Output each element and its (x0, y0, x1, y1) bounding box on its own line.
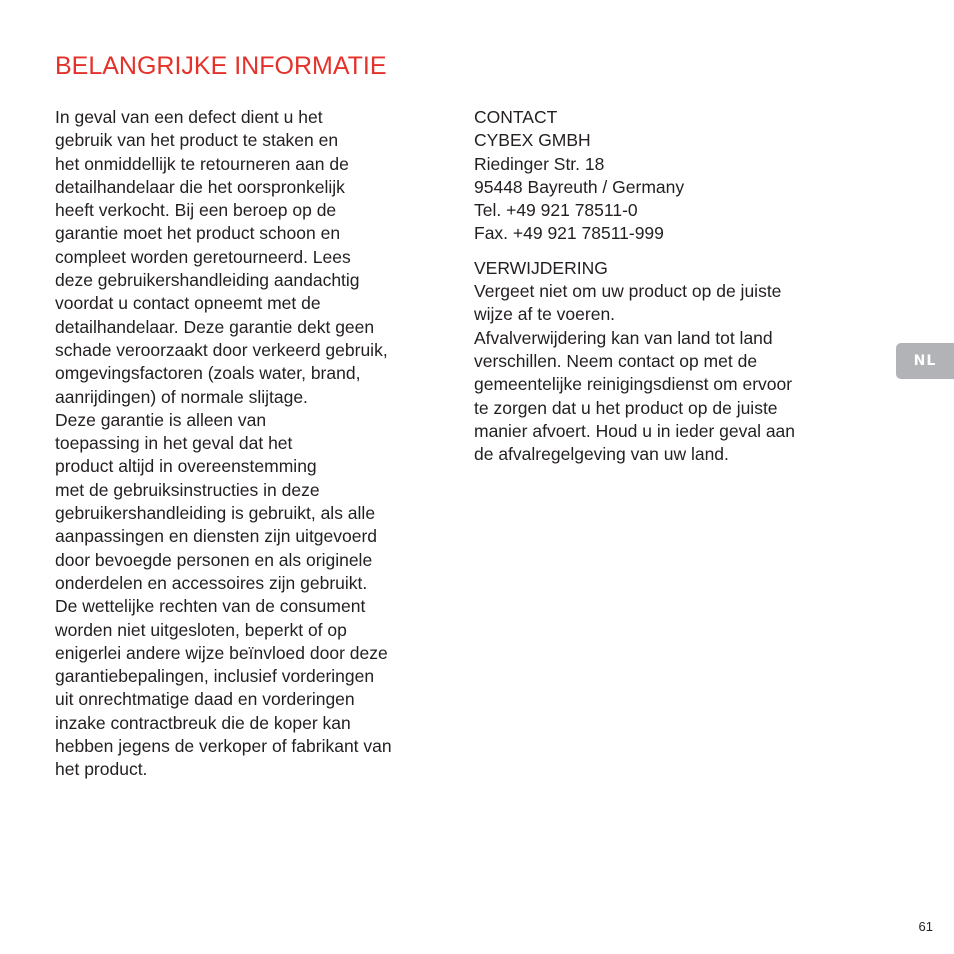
text-line: te zorgen dat u het product op de juiste (474, 397, 778, 418)
warranty-paragraph (55, 106, 450, 782)
warranty-text (55, 106, 450, 782)
text-line: gemeentelijke reinigingsdienst om ervoor (474, 374, 793, 395)
text-line: detailhandelaar. Deze garantie dekt geen (55, 316, 375, 337)
text-line: verschillen. Neem contact op met de (474, 350, 758, 371)
text-line: De wettelijke rechten van de consument (55, 596, 366, 617)
fax-number: Fax. +49 921 78511-999 (474, 223, 664, 244)
text-line: gebruikershandleiding is gebruikt, als alle (55, 503, 376, 524)
text-line: onderdelen en accessoires zijn gebruikt. (55, 572, 368, 593)
text-line: door bevoegde personen en als originele (55, 549, 373, 570)
text-line: Deze garantie is alleen van (55, 409, 267, 430)
page-number: 61 (918, 919, 933, 934)
contact-heading: CONTACT (474, 107, 558, 127)
street-address: Riedinger Str. 18 (474, 153, 605, 174)
text-line: inzake contractbreuk die de koper kan (55, 712, 351, 733)
text-line: uit onrechtmatige daad en vorderingen (55, 689, 355, 710)
text-line: schade veroorzaakt door verkeerd gebruik, (55, 339, 388, 360)
text-line: worden niet uitgesloten, beperkt of op (55, 619, 347, 640)
text-line: het product. (55, 759, 148, 780)
text-line: het onmiddellijk te retourneren aan de (55, 153, 349, 174)
text-line: hebben jegens de verkoper of fabrikant van (55, 736, 392, 757)
text-line: heeft verkocht. Bij een beroep op de (55, 200, 337, 221)
text-line: gebruik van het product te staken en (55, 130, 339, 151)
text-line: In geval van een defect dient u het (55, 107, 323, 127)
text-line: aanrijdingen) of normale slijtage. (55, 386, 308, 407)
text-line: enigerlei andere wijze beïnvloed door deze (55, 642, 388, 663)
text-line: deze gebruikershandleiding aandachtig (55, 270, 360, 291)
page-title: BELANGRIJKE INFORMATIE (55, 52, 387, 80)
text-line: manier afvoert. Houd u in ieder geval aan (474, 420, 796, 441)
text-line: Afvalverwijdering kan van land tot land (474, 327, 773, 348)
city-address: 95448 Bayreuth / Germany (474, 176, 685, 197)
language-tab-nl: NL (896, 343, 954, 379)
text-line: wijze af te voeren. (474, 304, 616, 325)
company-name: CYBEX GMBH (474, 130, 591, 151)
text-line: Vergeet niet om uw product op de juiste (474, 281, 782, 302)
contact-and-disposal (474, 106, 854, 466)
text-line: voordat u contact opneemt met de (55, 293, 321, 314)
text-line: omgevingsfactoren (zoals water, brand, (55, 363, 361, 384)
phone-number: Tel. +49 921 78511-0 (474, 200, 638, 221)
text-line: detailhandelaar die het oorspronkelijk (55, 176, 345, 197)
disposal-section (474, 257, 854, 467)
text-line: garantie moet het product schoon en (55, 223, 341, 244)
text-line: aanpassingen en diensten zijn uitgevoerd (55, 526, 378, 547)
text-line: toepassing in het geval dat het (55, 433, 293, 454)
section-spacer (474, 246, 854, 257)
text-line: product altijd in overeenstemming (55, 456, 317, 477)
text-line: garantiebepalingen, inclusief vorderingen (55, 666, 375, 687)
disposal-heading: VERWIJDERING (474, 257, 608, 278)
text-line: compleet worden geretourneerd. Lees (55, 246, 351, 267)
text-line: met de gebruiksinstructies in deze (55, 479, 320, 500)
contact-section (474, 106, 854, 246)
text-line: de afvalregelgeving van uw land. (474, 444, 729, 465)
